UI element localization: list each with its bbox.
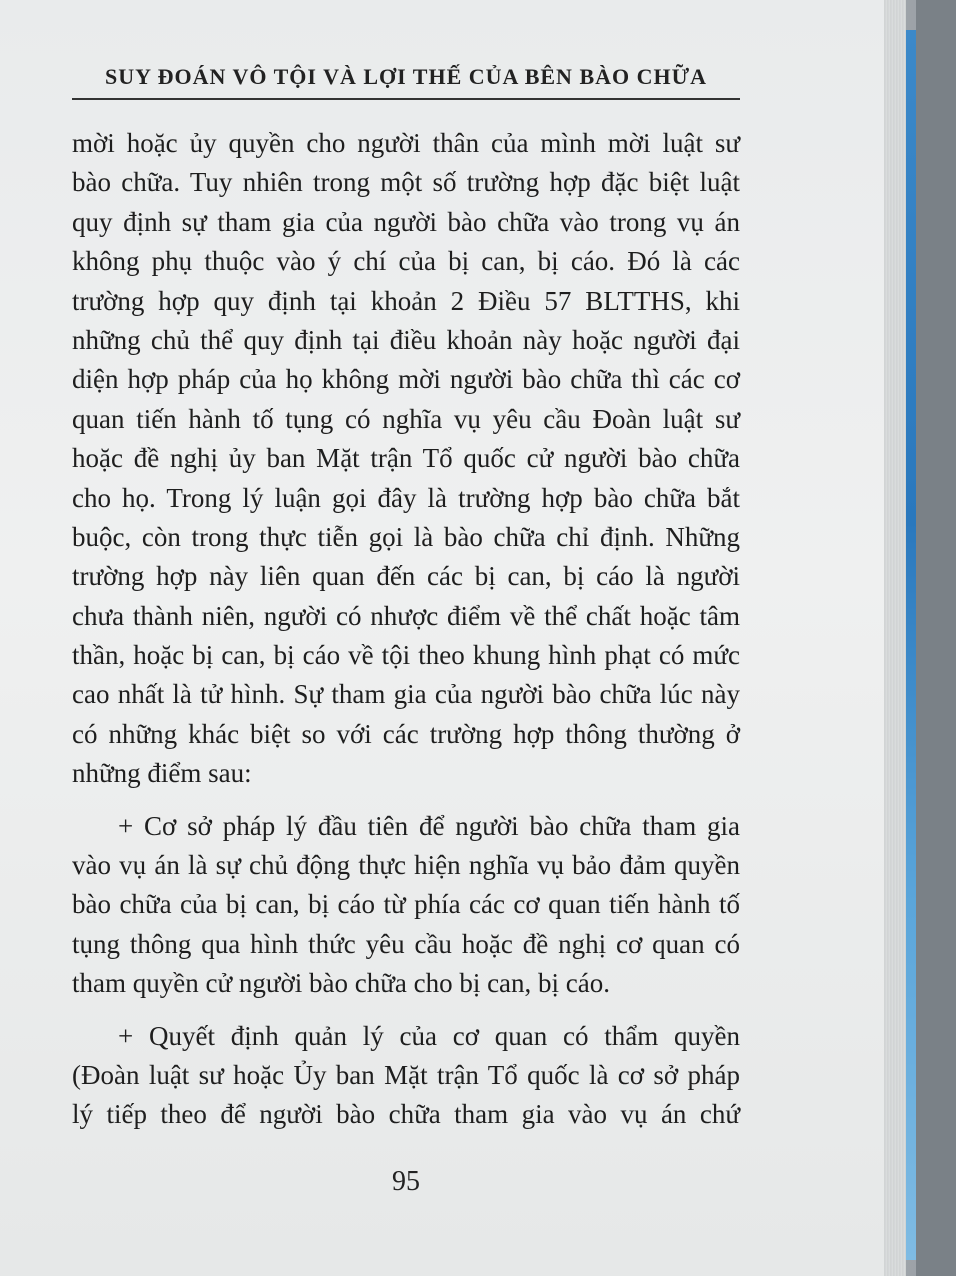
text-line: không phụ thuộc vào ý chí của bị can, bị cáo. Đó là các xyxy=(72,246,740,277)
body-text xyxy=(72,124,740,1135)
text-line: tụng thông qua hình thức yêu cầu hoặc đề nghị cơ quan có xyxy=(72,928,740,959)
text-line: (Đoàn luật sư hoặc Ủy ban Mặt trận Tổ quốc là cơ sở pháp xyxy=(72,1059,740,1090)
text-line: bào chữa của bị can, bị cáo từ phía các cơ quan tiến hành tố xyxy=(72,889,740,920)
page-edges xyxy=(884,0,906,1276)
background-surface xyxy=(916,0,956,1276)
text-line: diện hợp pháp của họ không mời người bào chữa thì các cơ xyxy=(72,364,740,395)
text-line: tham quyền cử người bào chữa cho bị can, bị cáo. xyxy=(72,968,611,999)
text-line: + Cơ sở pháp lý đầu tiên để người bào chữa tham gia xyxy=(118,810,740,841)
text-line: chưa thành niên, người có nhược điểm về thể chất hoặc tâm xyxy=(72,600,740,631)
text-line: lý tiếp theo để người bào chữa tham gia vào vụ án chứ xyxy=(72,1099,740,1130)
text-line: quy định sự tham gia của người bào chữa vào trong vụ án xyxy=(72,206,740,237)
text-line: những chủ thể quy định tại điều khoản này hoặc người đại xyxy=(72,324,740,355)
text-line: quan tiến hành tố tụng có nghĩa vụ yêu cầu Đoàn luật sư xyxy=(72,403,740,434)
text-line: cho họ. Trong lý luận gọi đây là trường hợp bào chữa bắt xyxy=(72,482,740,513)
text-line: thần, hoặc bị can, bị cáo về tội theo khung hình phạt có mức xyxy=(72,640,740,671)
text-line: hoặc đề nghị ủy ban Mặt trận Tổ quốc cử người bào chữa xyxy=(72,443,740,474)
paragraph-3 xyxy=(72,1017,740,1135)
text-line: trường hợp này liên quan đến các bị can, bị cáo là người xyxy=(72,561,740,592)
text-line: mời hoặc ủy quyền cho người thân của mình mời luật sư xyxy=(72,128,740,158)
text-line: vào vụ án là sự chủ động thực hiện nghĩa vụ bảo đảm quyền xyxy=(72,850,740,881)
page-number: 95 xyxy=(392,1166,420,1197)
text-line: cao nhất là tử hình. Sự tham gia của người bào chữa lúc này xyxy=(72,679,740,710)
text-line: trường hợp quy định tại khoản 2 Điều 57 BLTTHS, khi xyxy=(72,285,740,316)
running-header: SUY ĐOÁN VÔ TỘI VÀ LỢI THẾ CỦA BÊN BÀO CHỮA xyxy=(72,58,740,100)
text-line: có những khác biệt so với các trường hợp thông thường ở xyxy=(72,718,740,749)
text-line: bào chữa. Tuy nhiên trong một số trường hợp đặc biệt luật xyxy=(72,167,740,198)
text-line: + Quyết định quản lý của cơ quan có thẩm quyền xyxy=(118,1020,740,1051)
paragraph-2 xyxy=(72,807,740,1004)
text-line: những điểm sau: xyxy=(72,758,252,789)
paragraph-1 xyxy=(72,124,740,794)
text-line: buộc, còn trong thực tiễn gọi là bào chữa chỉ định. Những xyxy=(72,521,740,552)
